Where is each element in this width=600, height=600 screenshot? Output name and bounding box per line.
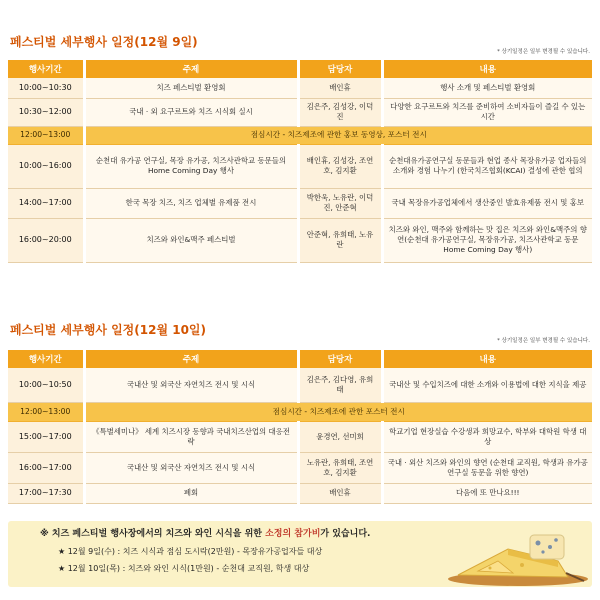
row-theme: 국내산 및 외국산 자연치즈 전시 및 시식 [84, 452, 298, 483]
row-time: 16:00~17:00 [8, 452, 84, 483]
cheese-board-image [438, 521, 588, 587]
row-content: 행사 소개 및 페스티벌 환영회 [382, 78, 592, 98]
row-time: 12:00~13:00 [8, 126, 84, 144]
row-staff: 김은주, 김다영, 유희태 [298, 368, 382, 402]
row-content: 순천대유가공연구실 동문들과 현업 종사 목장유가공 업자들의 소개와 경험 나누기 (한국치즈협회(KCAI) 결성에 관한 협의 [382, 144, 592, 188]
day1-title: 페스티벌 세부행사 일정(12월 9일) [10, 35, 198, 49]
row-theme: 치즈와 와인&맥주 페스티벌 [84, 218, 298, 262]
header-content: 내용 [382, 350, 592, 368]
row-content: 다음에 또 만나요!!! [382, 483, 592, 503]
row-content: 국내 · 외산 치즈와 와인의 향연 (순천대 교직원, 학생과 유가공연구실 동문을 위한 향연) [382, 452, 592, 483]
row-staff: 김은주, 김성강, 이덕진 [298, 98, 382, 126]
row-time: 12:00~13:00 [8, 402, 84, 421]
notice-line-day2: ★ 12월 10일(목) : 치즈와 와인 시식(1만원) - 순천대 교직원, 학생 대상 [58, 564, 310, 573]
table-row [8, 452, 592, 483]
day1-table [8, 60, 592, 263]
header-time: 행사기간 [8, 350, 84, 368]
table-row [8, 421, 592, 452]
table-header-row [8, 350, 592, 368]
table-row [8, 483, 592, 503]
lunch-row [8, 126, 592, 144]
table-row [8, 218, 592, 262]
row-content: 치즈와 와인, 맥주와 함께하는 맛 집은 치즈와 와인&맥주의 향연(순천대 유가공연구실, 목장유가공, 치즈사관학교 동문 Home Coming Day 행사) [382, 218, 592, 262]
header-theme: 주제 [84, 60, 298, 78]
row-content: 국내 목장유가공업체에서 생산중인 발효유제품 전시 및 홍보 [382, 188, 592, 218]
row-time: 10:30~12:00 [8, 98, 84, 126]
row-time: 17:00~17:30 [8, 483, 84, 503]
row-staff: 배인휴, 김성강, 조연호, 김지환 [298, 144, 382, 188]
row-theme: 국내 · 외 요구르트와 치즈 시식회 실시 [84, 98, 298, 126]
row-theme: 한국 목장 치즈, 치즈 업체별 유제품 전시 [84, 188, 298, 218]
table-header-row [8, 60, 592, 78]
row-time: 10:00~10:50 [8, 368, 84, 402]
table-row [8, 98, 592, 126]
participation-fee-notice [8, 521, 592, 587]
row-staff: 노유란, 유희태, 조연호, 김지환 [298, 452, 382, 483]
table-row [8, 144, 592, 188]
header-staff: 담당자 [298, 350, 382, 368]
row-staff: 안준혁, 유희태, 노유란 [298, 218, 382, 262]
day2-title: 페스티벌 세부행사 일정(12월 10일) [10, 323, 207, 337]
row-staff: 윤경연, 선미희 [298, 421, 382, 452]
row-theme: 순천대 유가공 연구실, 목장 유가공, 치즈사관학교 동문들의 Home Coming Day 행사 [84, 144, 298, 188]
row-content: 다양한 요구르트와 치즈를 준비하여 소비자들이 즐길 수 있는 시간 [382, 98, 592, 126]
notice-title-prefix: ※ 치즈 페스티벌 행사장에서의 치즈와 와인 시식을 위한 [40, 529, 266, 539]
header-staff: 담당자 [298, 60, 382, 78]
row-theme: 치즈 페스티벌 환영회 [84, 78, 298, 98]
row-theme: 《특별세미나》 세계 치즈시장 동향과 국내치즈산업의 대응전략 [84, 421, 298, 452]
header-theme: 주제 [84, 350, 298, 368]
row-staff: 배인휴 [298, 78, 382, 98]
row-content: 학교기업 현장실습 수강생과 희망교수, 학부와 대학원 학생 대상 [382, 421, 592, 452]
row-staff: 박한욱, 노유란, 이덕진, 안준혁 [298, 188, 382, 218]
row-time: 14:00~17:00 [8, 188, 84, 218]
lunch-text: 점심시간 - 치즈제조에 관한 포스터 전시 [84, 402, 592, 421]
row-time: 16:00~20:00 [8, 218, 84, 262]
row-theme: 국내산 및 외국산 자연치즈 전시 및 시식 [84, 368, 298, 402]
table-row [8, 368, 592, 402]
row-staff: 배인휴 [298, 483, 382, 503]
notice-title-suffix: 가 있습니다. [320, 529, 371, 539]
day2-note: * 상기일정은 일부 변경될 수 있습니다. [497, 338, 590, 344]
header-time: 행사기간 [8, 60, 84, 78]
notice-title [40, 526, 370, 539]
lunch-row [8, 402, 592, 421]
row-time: 10:00~10:30 [8, 78, 84, 98]
row-time: 10:00~16:00 [8, 144, 84, 188]
row-theme: 폐회 [84, 483, 298, 503]
row-content: 국내산 및 수입치즈에 대한 소개와 이용법에 대한 지식을 제공 [382, 368, 592, 402]
day1-note: * 상기일정은 일부 변경될 수 있습니다. [497, 49, 590, 55]
header-content: 내용 [382, 60, 592, 78]
row-time: 15:00~17:00 [8, 421, 84, 452]
notice-title-highlight: 소정의 참가비 [265, 529, 321, 539]
lunch-text: 점심시간 - 치즈제조에 관한 홍보 동영상, 포스터 전시 [84, 126, 592, 144]
day2-table [8, 350, 592, 504]
table-row [8, 188, 592, 218]
table-row [8, 78, 592, 98]
notice-line-day1: ★ 12월 9일(수) : 치즈 시식과 점심 도시락(2만원) - 목장유가공업자들 대상 [58, 547, 323, 556]
